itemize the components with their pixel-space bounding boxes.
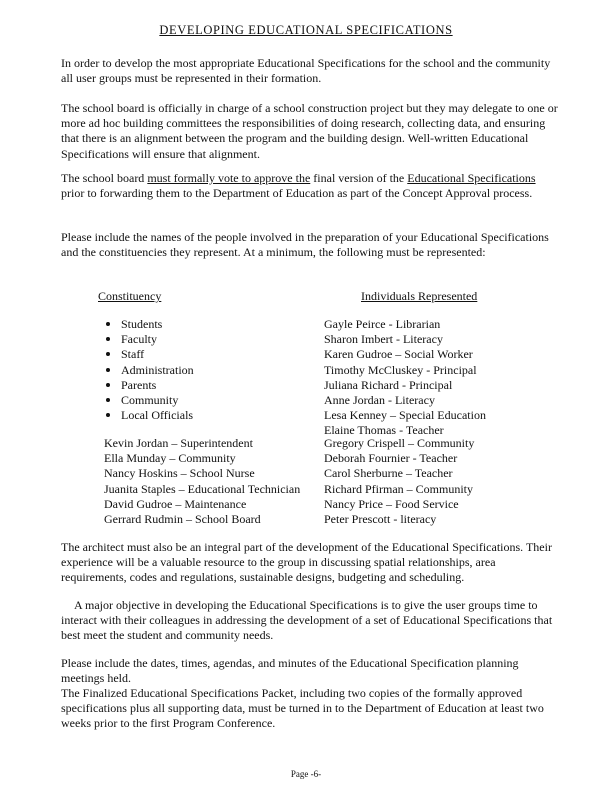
- paragraph-formal-vote: [61, 171, 561, 201]
- constituency-item: Parents: [104, 378, 194, 393]
- additional-members-right: [324, 436, 474, 527]
- member-item: Richard Pfirman – Community: [324, 481, 473, 496]
- individual-item: Juliana Richard - Principal: [324, 377, 453, 392]
- formal-vote-emphasis: must formally vote to approve the: [147, 171, 311, 185]
- paragraph-architect: The architect must also be an integral part of the development of the Educational Specifications. Their experience will be a valuable resource to the group in discussing spatial relationships, area requirements, codes and regulations, sustainable designs, budgeting and scheduling.: [61, 540, 552, 585]
- paragraph-formal-vote-end: prior to forwarding them to the Department of Education as part of the Concept Approval process.: [61, 186, 533, 201]
- additional-members-left: [104, 436, 300, 527]
- paragraph-names-request: Please include the names of the people involved in the preparation of your Educational Specifications and the constituencies they represent. At a minimum, the following must be represented:: [61, 230, 549, 260]
- constituency-item: Community: [104, 393, 194, 408]
- constituency-list: [104, 317, 194, 423]
- constituency-item: Local Officials: [104, 408, 194, 423]
- constituency-item: Staff: [104, 347, 194, 362]
- constituency-item: Faculty: [104, 332, 194, 347]
- individuals-header: Individuals Represented: [361, 289, 478, 303]
- page-number: Page -6-: [290, 769, 322, 779]
- member-item: Nancy Price – Food Service: [324, 496, 459, 511]
- member-item: Peter Prescott - literacy: [324, 512, 437, 527]
- individual-item: Elaine Thomas - Teacher: [324, 423, 444, 438]
- member-item: Ella Munday – Community: [104, 451, 236, 466]
- paragraph-formal-vote-start: The school board: [61, 171, 148, 185]
- member-item: Gerrard Rudmin – School Board: [104, 512, 261, 527]
- constituency-item: Students: [104, 317, 194, 332]
- member-item: Kevin Jordan – Superintendent: [104, 436, 253, 450]
- paragraph-school-board: The school board is officially in charge of a school construction project but they may delegate to one or more ad hoc building committees the responsibilities of doing research, collecting data, and ensuring that there is an alignment between the program and the building design. Well-written Educational Specifications will ensure that alignment.: [61, 101, 558, 161]
- individual-item: Lesa Kenney – Special Education: [324, 408, 486, 423]
- paragraph-objective: A major objective in developing the Educational Specifications is to give the user groups time to interact with their colleagues in addressing the development of a set of Educational Specifications that best meet the student and community needs.: [61, 598, 553, 643]
- individual-item: Anne Jordan - Literacy: [324, 393, 435, 408]
- member-item: Juanita Staples – Educational Technician: [104, 481, 301, 496]
- constituency-item: Administration: [104, 363, 194, 378]
- page-title: DEVELOPING EDUCATIONAL SPECIFICATIONS: [159, 23, 453, 37]
- individual-item: Karen Gudroe – Social Worker: [324, 347, 473, 362]
- educational-specifications-emphasis: Educational Specifications: [407, 171, 536, 185]
- paragraph-meetings: Please include the dates, times, agendas, and minutes of the Educational Specification planning meetings held.: [61, 656, 519, 686]
- paragraph-intro: In order to develop the most appropriate Educational Specifications for the school and the community all user groups must be represented in their formation.: [61, 56, 551, 86]
- individual-item: Sharon Imbert - Literacy: [324, 332, 443, 347]
- constituency-header: Constituency: [98, 289, 162, 303]
- member-item: David Gudroe – Maintenance: [104, 496, 247, 511]
- individual-item: Timothy McCluskey - Principal: [324, 362, 477, 377]
- member-item: Carol Sherburne – Teacher: [324, 466, 453, 481]
- paragraph-finalized-packet: The Finalized Educational Specifications Packet, including two copies of the formally approved specifications plus all supporting data, must be turned in to the Department of Education at least two weeks prior to the first Program Conference.: [61, 686, 544, 731]
- paragraph-formal-vote-middle: final version of the: [310, 171, 408, 185]
- individuals-list: [324, 317, 486, 439]
- member-item: Deborah Fournier - Teacher: [324, 451, 458, 466]
- member-item: Gregory Crispell – Community: [324, 436, 475, 450]
- member-item: Nancy Hoskins – School Nurse: [104, 466, 255, 481]
- individual-item: Gayle Peirce - Librarian: [324, 317, 441, 331]
